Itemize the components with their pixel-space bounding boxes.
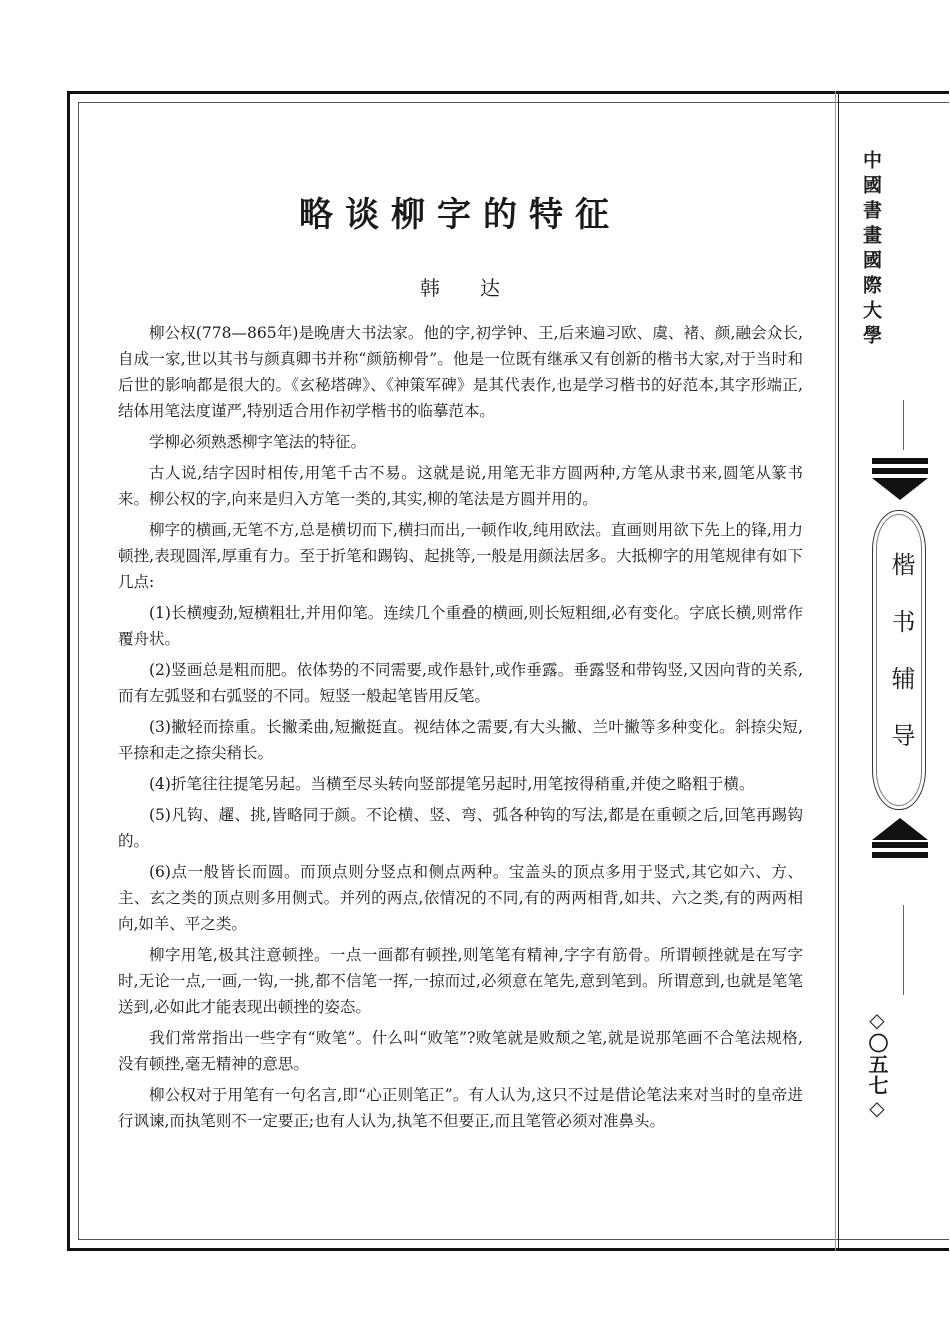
paragraph: (3)撇轻而捺重。长撇柔曲,短撇挺直。视结体之需要,有大头撇、兰叶撇等多种变化。斜捺尖短,平捺和走之捺尖稍长。 xyxy=(118,718,803,762)
paragraph: (4)折笔往往提笔另起。当横至尽头转向竖部提笔另起时,用笔按得稍重,并使之略粗于横。 xyxy=(149,775,755,793)
paragraph: (2)竖画总是粗而肥。依体势的不同需要,或作悬针,或作垂露。垂露竖和带钩竖,又因向背的关系,而有左弧竖和右弧竖的不同。短竖一般起笔皆用反笔。 xyxy=(118,661,803,705)
side-rule xyxy=(838,91,839,1251)
section-bar-bottom xyxy=(872,852,928,858)
paragraph: 我们常常指出一些字有“败笔”。什么叫“败笔”?败笔就是败颓之笔,就是说那笔画不合笔法规格,没有顿挫,毫无精神的意思。 xyxy=(118,1029,803,1073)
paragraph: (6)点一般皆长而圆。而顶点则分竖点和侧点两种。宝盖头的顶点多用于竖式,其它如六、方、主、玄之类的顶点则多用侧式。并列的两点,依情况的不同,有的两两相背,如共、六之类,有的两两相向,如羊、平之类。 xyxy=(118,863,803,933)
article-body xyxy=(118,320,803,1139)
article-title: 略谈柳字的特征 xyxy=(299,195,621,235)
side-rule-light xyxy=(835,91,836,1251)
section-bar-top xyxy=(872,458,928,464)
paragraph: 柳公权对于用笔有一句名言,即“心正则笔正”。有人认为,这只不过是借论笔法来对当时的皇帝进行讽谏,而执笔则不一定要正;也有人认为,执笔不但要正,而且笔管必须对准鼻头。 xyxy=(118,1086,803,1130)
paragraph: 古人说,结字因时相传,用笔千古不易。这就是说,用笔无非方圆两种,方笔从隶书来,圆笔从篆书来。柳公权的字,向来是归入方笔一类的,其实,柳的笔法是方圆并用的。 xyxy=(118,464,803,508)
school-name-vertical: 中國書畫國際大學 xyxy=(860,150,882,350)
paragraph: (1)长横瘦劲,短横粗壮,并用仰笔。连续几个重叠的横画,则长短粗细,必有变化。字底长横,则常作覆舟状。 xyxy=(118,604,803,648)
section-bar-bottom xyxy=(872,842,928,848)
section-bar-top xyxy=(872,468,928,474)
article-author: 韩达 xyxy=(420,276,540,300)
paragraph: 柳字用笔,极其注意顿挫。一点一画都有顿挫,则笔笔有精神,字字有筋骨。所谓顿挫就是在写字时,无论一点,一画,一钩,一挑,都不信笔一挥,一掠而过,必须意在笔先,意到笔到。所谓意到,也就是笔笔送到,必如此才能表现出顿挫的姿态。 xyxy=(118,946,803,1016)
sidebar-divider xyxy=(903,400,904,450)
sidebar-divider xyxy=(903,905,904,995)
section-label-vertical: 楷书辅导 xyxy=(887,552,915,780)
page-number-vertical: ◇〇五七◇ xyxy=(865,1008,889,1121)
paragraph: 学柳必须熟悉柳字笔法的特征。 xyxy=(149,433,367,451)
paragraph: 柳字的横画,无笔不方,总是横切而下,横扫而出,一顿作收,纯用欧法。直画则用欲下先上的锋,用力顿挫,表现圆浑,厚重有力。至于折笔和踢钩、起挑等,一般是用颜法居多。大抵柳字的用笔规律有如下几点: xyxy=(118,521,803,591)
paragraph: (5)凡钩、趯、挑,皆略同于颜。不论横、竖、弯、弧各种钩的写法,都是在重顿之后,回笔再踢钩的。 xyxy=(118,806,803,850)
section-chevron-bottom xyxy=(872,818,928,840)
section-chevron-top xyxy=(872,478,928,500)
paragraph: 柳公权(778—865年)是晚唐大书法家。他的字,初学钟、王,后来遍习欧、虞、褚、颜,融会众长,自成一家,世以其书与颜真卿书并称“颜筋柳骨”。他是一位既有继承又有创新的楷书大家,对于当时和后世的影响都是很大的。《玄秘塔碑》、《神策军碑》是其代表作,也是学习楷书的好范本,其字形端正,结体用笔法度谨严,特别适合用作初学楷书的临摹范本。 xyxy=(118,324,803,420)
